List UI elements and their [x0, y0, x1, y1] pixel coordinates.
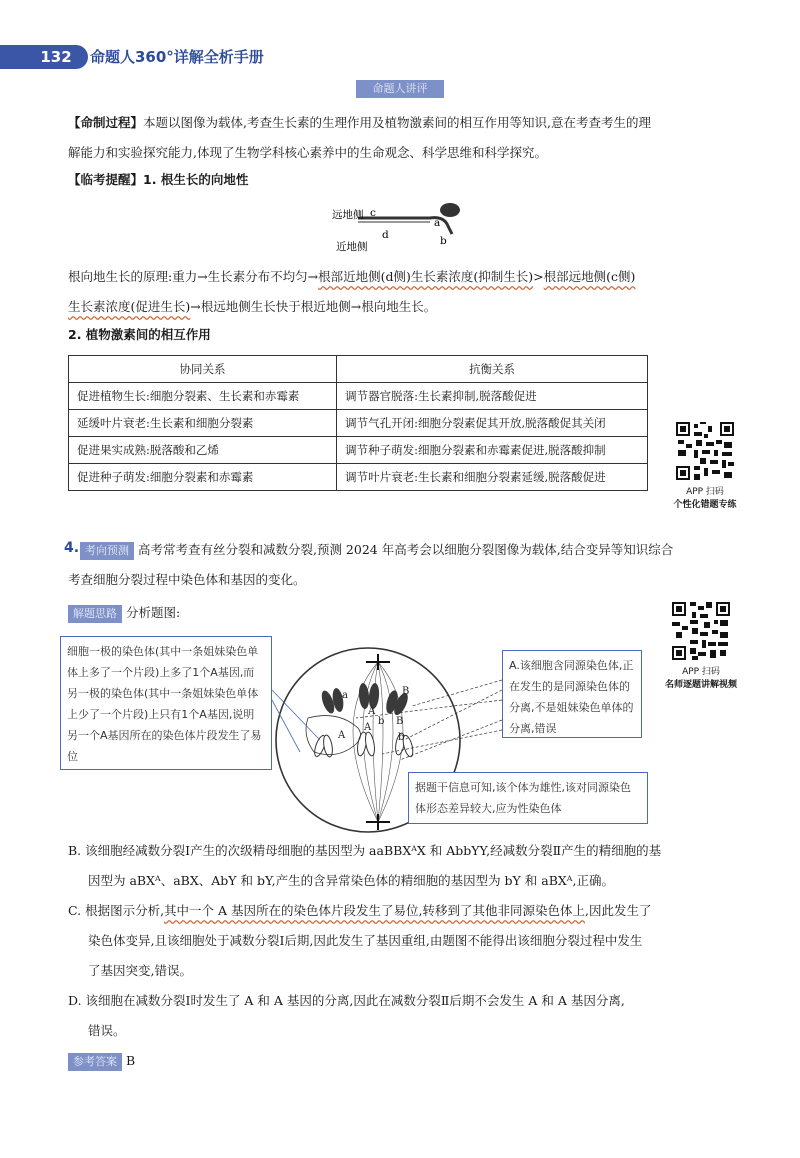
table-row: [69, 410, 648, 437]
option-c-line3: 了基因突变,错误。: [88, 963, 192, 978]
option-d-line2: 错误。: [88, 1023, 126, 1038]
question-number: 4.: [64, 540, 80, 556]
question4-line2: 考查细胞分裂过程中染色体和基因的变化。: [68, 572, 306, 587]
answer-value: B: [125, 1053, 136, 1068]
analysis-heading: 解题思路 分析题图:: [68, 598, 180, 628]
option-d-line1: D. 该细胞在减数分裂Ⅰ时发生了 A 和 A 基因的分离,因此在减数分裂Ⅱ后期不会发生 A 和 A 基因分离,: [68, 993, 625, 1008]
qr-code-icon[interactable]: [676, 422, 734, 480]
label-a: a: [434, 217, 441, 229]
heading-hormone-interaction: 2. 植物激素间的相互作用: [68, 327, 211, 342]
qr1-caption-line2: 个性化错题专练: [673, 500, 737, 510]
answer-tag: 参考答案: [68, 1053, 122, 1071]
principle-line1: 根向地生长的原理:重力→生长素分布不均匀→根部近地侧(d侧)生长素浓度(抑制生长)>根部远地侧(c侧): [68, 269, 636, 284]
col-header-synergy: 协同关系: [69, 356, 337, 383]
section-tag: 命题人讲评: [356, 80, 444, 98]
col-header-antagonism: 抗衡关系: [337, 356, 648, 383]
question4-line1: 考向预测 高考常考查有丝分裂和减数分裂,预测 2024 年高考会以细胞分裂图像为载体,结合变异等知识综合: [80, 535, 770, 565]
cell-label: A: [338, 730, 346, 741]
table-row: [69, 383, 648, 410]
book-title: 命题人360°详解全析手册: [90, 48, 264, 66]
reminder-label: 【临考提醒】: [68, 172, 144, 187]
page-number: 132: [40, 48, 72, 66]
table-row: [69, 464, 648, 491]
cell-label: A: [368, 706, 376, 717]
label-d: d: [382, 229, 389, 241]
option-b-line1: B. 该细胞经减数分裂Ⅰ产生的次级精母细胞的基因型为 aaBBXᴬX 和 AbbYY,经减数分裂Ⅱ产生的精细胞的基: [68, 843, 662, 858]
reminder-heading: 【临考提醒】1. 根生长的向地性: [68, 172, 249, 187]
cell-label: a: [342, 690, 348, 701]
label-b: b: [440, 235, 447, 247]
annotation-sex-chromosome-box: 据题干信息可知,该个体为雄性,该对同源染色体形态差异较大,应为性染色体: [408, 772, 648, 824]
cell-label: A: [364, 722, 372, 733]
table-cell: 延缓叶片衰老:生长素和细胞分裂素: [69, 410, 337, 437]
label-c: c: [370, 207, 376, 219]
option-b-line2: 因型为 aBXᴬ、aBX、AbY 和 bY,产生的含异常染色体的精细胞的基因型为 bY 和 aBXᴬ,正确。: [88, 873, 614, 888]
table-cell: 调节叶片衰老:生长素和细胞分裂素延缓,脱落酸促进: [337, 464, 648, 491]
commentary-label: 【命制过程】: [68, 115, 144, 130]
table-cell: 促进种子萌发:细胞分裂素和赤霉素: [69, 464, 337, 491]
table-cell: 调节气孔开闭:细胞分裂素促其开放,脱落酸促其关闭: [337, 410, 648, 437]
qr2-caption-line1: APP 扫码: [682, 667, 720, 677]
annotation-left-box: 细胞一极的染色体(其中一条姐妹染色单体上多了一个片段)上多了1个A基因,而另一极的染色体(其中一条姐妹染色单体上少了一个片段)上只有1个A基因,说明另一个A基因所在的染色体片段发生了易位: [60, 636, 272, 770]
table-cell: 调节器官脱落:生长素抑制,脱落酸促进: [337, 383, 648, 410]
commentary-line1: 【命制过程】本题以图像为载体,考查生长素的生理作用及植物激素间的相互作用等知识,意在考查考生的理: [68, 115, 651, 130]
forecast-tag: 考向预测: [80, 542, 134, 560]
cell-label: B: [402, 686, 410, 697]
cell-label: b: [378, 716, 385, 727]
answer-line: [68, 1046, 135, 1076]
table-cell: 促进果实成熟:脱落酸和乙烯: [69, 437, 337, 464]
qr1-caption-line1: APP 扫码: [686, 487, 724, 497]
option-c-line1: C. 根据图示分析,其中一个 A 基因所在的染色体片段发生了易位,转移到了其他非同源染色体上,因此发生了: [68, 903, 652, 918]
root-gravitropism-diagram: [330, 196, 470, 260]
commentary-line2: 解能力和实验探究能力,体现了生物学科核心素养中的生命观念、科学思维和科学探究。: [68, 145, 547, 160]
cell-label: b: [398, 732, 405, 743]
seed-shape: [440, 203, 460, 217]
label-near-side: 近地侧: [336, 241, 368, 253]
annotation-option-a-box: A.该细胞含同源染色体,正在发生的是同源染色体的分离,不是姐妹染色单体的分离,错误: [502, 650, 642, 738]
table-row: [69, 437, 648, 464]
hormone-interaction-table: [68, 355, 648, 491]
principle-line2: 生长素浓度(促进生长)→根远地侧生长快于根近地侧→根向地生长。: [68, 299, 437, 314]
table-cell: 调节种子萌发:细胞分裂素和赤霉素促进,脱落酸抑制: [337, 437, 648, 464]
table-cell: 促进植物生长:细胞分裂素、生长素和赤霉素: [69, 383, 337, 410]
table-header-row: [69, 356, 648, 383]
label-far-side: 远地侧: [332, 209, 364, 221]
option-c-line2: 染色体变异,且该细胞处于减数分裂Ⅰ后期,因此发生了基因重组,由题图不能得出该细胞分裂过程中发生: [88, 933, 643, 948]
qr-code-icon[interactable]: [672, 602, 730, 660]
qr2-caption-line2: 名师逐题讲解视频: [664, 680, 737, 690]
analysis-tag: 解题思路: [68, 605, 122, 623]
cell-label: B: [396, 716, 404, 727]
